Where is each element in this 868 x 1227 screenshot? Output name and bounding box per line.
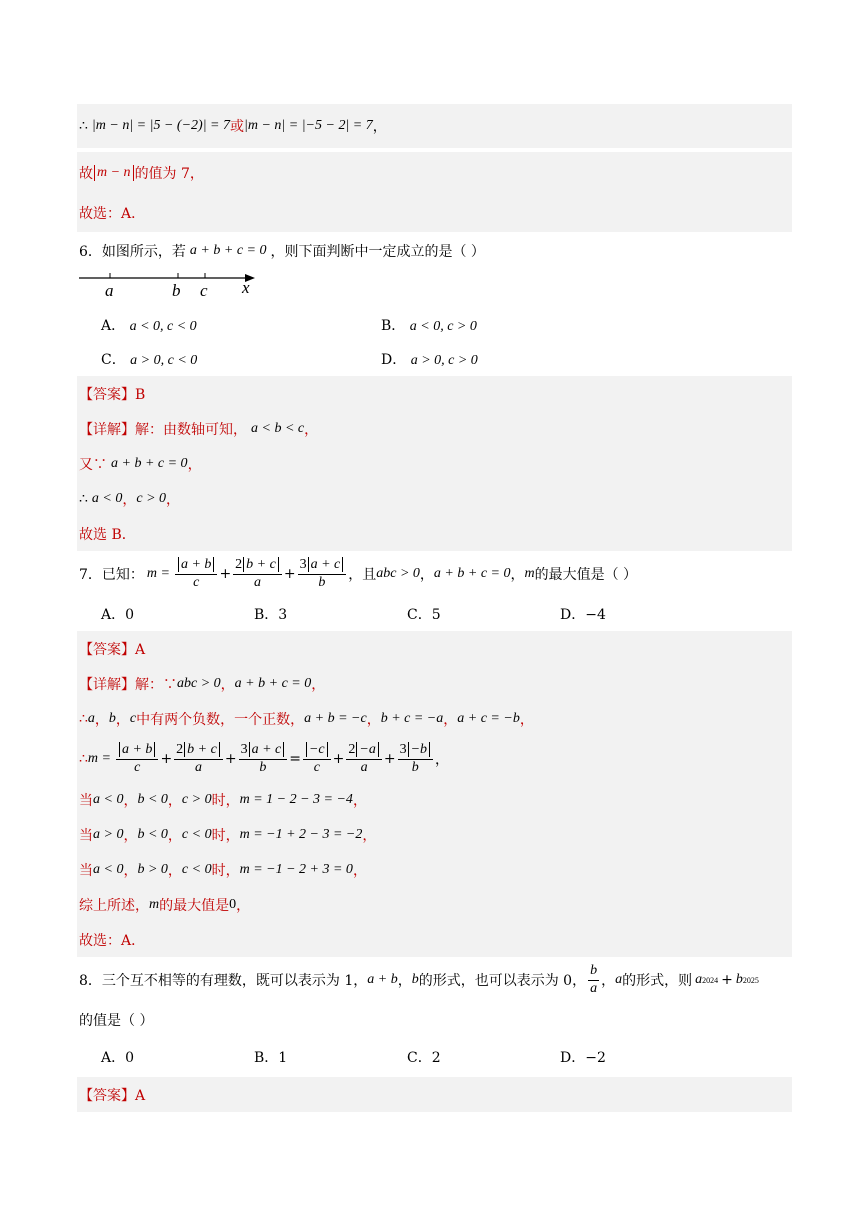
q7-detail-1: 【详解】解：∵ abc > 0 ， a + b + c = 0 ，	[79, 675, 326, 693]
number-line-figure	[77, 270, 792, 308]
q8-answer: 【答案】A	[79, 1087, 146, 1104]
q7-case-3: 当 a < 0 ， b > 0 ， c < 0 时， m = −1 − 2 + 3 = 0 ，	[79, 861, 367, 879]
q6-detail-2: 又∵ a + b + c = 0 ，	[79, 455, 202, 473]
prev-line-1: ∴ |m − n| = |5 − (−2)| = 7 或 |m − n| = |−5 − 2| = 7 ，	[79, 118, 387, 135]
q8-option-d[interactable]: D．−2	[560, 1050, 606, 1066]
document-page	[77, 104, 792, 1112]
q7-summary: 综上所述， m 的最大值是 0 ，	[79, 896, 251, 914]
q6-options-row-1	[77, 308, 792, 342]
abs-expression-2: |m − n| = |−5 − 2| = 7	[244, 118, 373, 133]
label-a: a	[105, 281, 114, 300]
label-c: c	[200, 281, 208, 300]
q7-fraction-3: $\frac{3 a + c}{b}$	[298, 557, 347, 590]
q7-option-d[interactable]: D．−4	[560, 607, 606, 623]
q6-choose: 故选 B．	[79, 526, 136, 543]
q6-answer: 【答案】B	[79, 386, 146, 403]
q7-stem: 7．已知： m = $\frac{a + b}{c}$ + $\frac{2 b + c}{a}$ + $\frac{3 a + c}{b}$ ，且 abc > 0 ， a + b + c = 0 ， m 的最大值是（ ）	[79, 557, 638, 590]
q8-solution-block	[77, 1077, 792, 1112]
q6-detail-1: 【详解】解：由数轴可知， a < b < c ，	[79, 420, 319, 438]
q8-stem-line-1: 8．三个互不相等的有理数，既可以表示为 1， a + b ， b 的形式，也可以表示为 0， $\frac{b}{a}$ ， a 的形式，则 a 2024 + b 2025	[79, 963, 759, 996]
label-b: b	[172, 281, 181, 300]
q7-answer: 【答案】A	[79, 641, 146, 658]
q6-option-d[interactable]: D． a > 0, c > 0	[381, 352, 478, 368]
number-line	[77, 270, 277, 308]
prev-solution-block-2	[77, 152, 792, 232]
prev-line-2: 故 m − n 的值为 7，	[79, 165, 204, 182]
abs-expression-1: |m − n| = |5 − (−2)| = 7	[91, 118, 230, 133]
q7-options	[77, 597, 792, 631]
q6-option-a[interactable]: A． a < 0, c < 0	[101, 318, 197, 334]
q8-stem-line-2: 的值是（ ）	[79, 1013, 154, 1029]
q6-detail-3: ∴ a < 0 ， c > 0 ，	[79, 490, 181, 508]
q7-fraction-1: $\frac{a + b}{c}$	[175, 557, 217, 590]
q8-option-a[interactable]: A．0	[101, 1050, 135, 1066]
q6-options-row-2	[77, 342, 792, 376]
q7-case-2: 当 a > 0 ， b < 0 ， c < 0 时， m = −1 + 2 − 3 = −2 ，	[79, 826, 377, 844]
therefore-symbol: ∴	[79, 118, 88, 134]
q6-stem: 6．如图所示，若 a + b + c = 0 ，则下面判断中一定成立的是（ ）	[79, 243, 485, 260]
q7-detail-2: ∴ a ， b ， c 中有两个负数，一个正数， a + b = −c ， b + c = −a ， a + c = −b ，	[79, 710, 534, 728]
abs-m-minus-n: m − n	[94, 165, 134, 181]
prev-line-3: 故选：A．	[79, 206, 146, 222]
q6-solution-block	[77, 376, 792, 551]
q7-option-b[interactable]: B．3	[254, 607, 288, 623]
q6-option-b[interactable]: B． a < 0, c > 0	[381, 318, 477, 334]
q7-solution-block	[77, 631, 792, 957]
q8-fraction-b-over-a: $\frac{b}{a}$	[590, 963, 598, 996]
q7-choose: 故选：A．	[79, 932, 146, 949]
prev-solution-block	[77, 104, 792, 148]
q7-option-c[interactable]: C．5	[407, 607, 441, 623]
q6-option-c[interactable]: C． a > 0, c < 0	[101, 352, 198, 368]
q8-option-c[interactable]: C．2	[407, 1050, 441, 1066]
q7-fraction-2: $\frac{2 b + c}{a}$	[233, 557, 282, 590]
q7-detail-3: ∴ m = $\frac{a + b}{c}$ + $\frac{2 b + c}{a}$ + $\frac{3 a + c}{b}$ = $\frac{-c}{c}$ + $\frac{2 -a}{a}$ + $\frac{3 -b}{b}$ ，	[79, 742, 450, 775]
q7-option-a[interactable]: A．0	[101, 607, 135, 623]
q8-option-b[interactable]: B．1	[254, 1050, 288, 1066]
label-x: x	[242, 278, 250, 297]
q8-options	[77, 1037, 792, 1077]
or-word: 或	[230, 119, 244, 135]
q7-case-1: 当 a < 0 ， b < 0 ， c > 0 时， m = 1 − 2 − 3 = −4 ，	[79, 791, 367, 809]
